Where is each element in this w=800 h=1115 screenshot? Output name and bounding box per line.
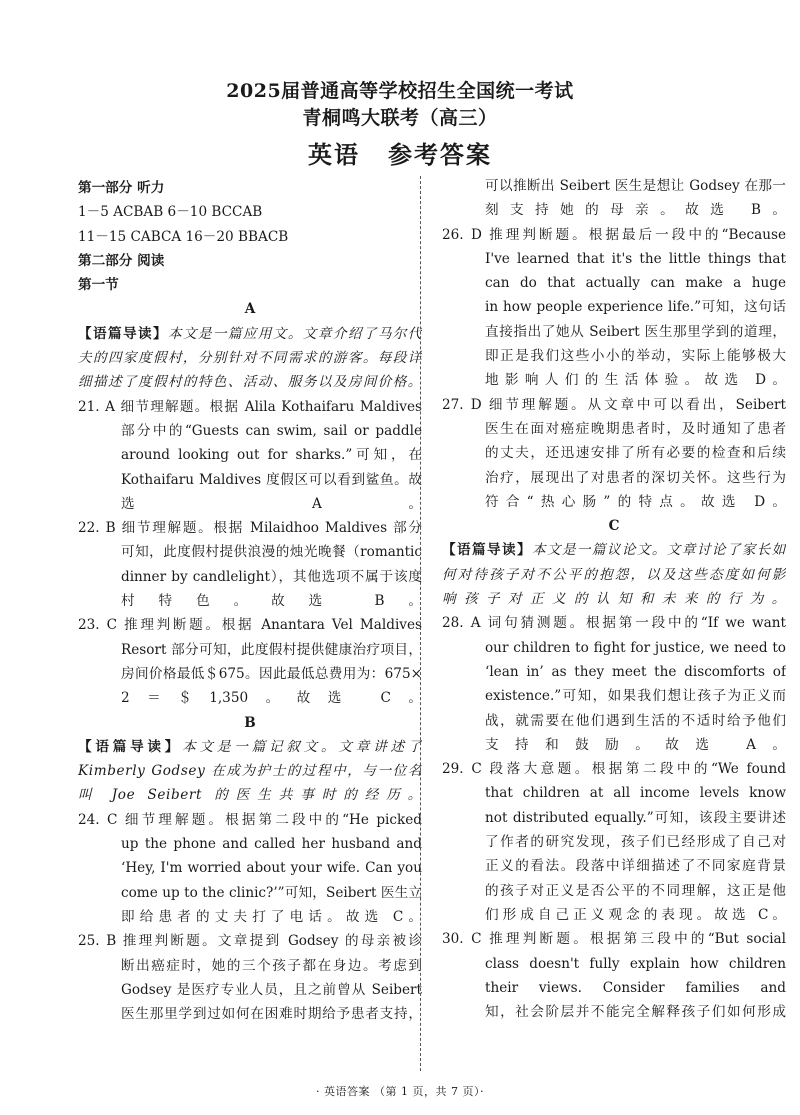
answer-explanation-line: dinner by candlelight），其他选项不属于该度 [121, 568, 422, 585]
passage-intro-line: 细描述了度假村的特色、活动、服务以及房间价格。 [78, 374, 422, 391]
answer-explanation-line: 的孩子对正义是否公平的不同理解，这正是他 [485, 882, 786, 899]
answer-item: 24. C 细节理解题。根据第二段中的“He picked [78, 811, 422, 828]
answer-item: 26. D 推理判断题。根据最后一段中的“Because [442, 226, 786, 243]
answer-item: 28. A 词句猜测题。根据第一段中的“If we want [442, 615, 786, 632]
exam-subtitle: 青桐鸣大联考（高三） [302, 107, 498, 129]
answer-explanation-line: class doesn't fully explain how children [485, 955, 786, 972]
subject-label: 英语 [308, 140, 360, 169]
answer-explanation-line: our children to fight for justice, we need to [485, 639, 786, 656]
answer-explanation-line: 部分中的“Guests can swim, sail or paddle [121, 422, 422, 439]
intro-tag: 【语篇导读】 [78, 325, 168, 342]
passage-intro-line: 响孩子对正义的认知和未来的行为。 [442, 591, 786, 608]
answer-explanation-line: 医生在面对癌症晚期患者时，及时通知了患者 [485, 420, 786, 437]
answer-item: 22. B 细节理解题。根据 Milaidhoo Maldives 部分 [78, 520, 422, 537]
answer-explanation-line: 治疗，展现出了对患者的深切关怀。这些行为 [485, 469, 786, 486]
answer-explanation-line: 即正是我们这些小小的举动，实际上能够极大 [485, 348, 786, 365]
answer-explanation-line: I've learned that it's the little things that [485, 250, 786, 267]
answer-explanation-line: ‘lean in’ as they meet the discomforts of [485, 663, 786, 680]
answer-column-right [442, 174, 786, 1024]
answer-explanation-line: ‘Hey, I'm worried about your wife. Can you [121, 860, 422, 877]
answer-explanation-line: 直接指出了她从 Seibert 医生那里学到的道理， [485, 323, 786, 340]
answer-explanation-line: Resort 部分可知，此度假村提供健康治疗项目， [121, 641, 422, 658]
answer-explanation-line: 即给患者的丈夫打了电话。故选 C。 [121, 908, 422, 925]
answer-explanation-line: 的丈夫，还迅速安排了所有必要的检查和后续 [485, 445, 786, 462]
answer-explanation-line: 知，社会阶层并不能完全解释孩子们如何形成 [485, 1004, 786, 1021]
answer-explanation-line: 可知，此度假村提供浪漫的烛光晚餐（romantic [121, 544, 422, 561]
answer-explanation-line: 可以推断出 Seibert 医生是想让 Godsey 在那一 [485, 178, 786, 194]
answer-explanation-line: come up to the clinic?’”可知，Seibert 医生立 [121, 884, 422, 901]
answer-column-left [78, 176, 422, 1026]
answer-explanation-line: 选 A。 [121, 495, 422, 512]
exam-title: 2025届普通高等学校招生全国统一考试 [226, 80, 574, 102]
passage-intro-line: 【语篇导读】本文是一篇应用文。文章介绍了马尔代 [78, 325, 422, 342]
answer-key-line: 11－15 CABCA 16－20 BBACB [78, 228, 289, 245]
answer-explanation-line: 2＝＄1,350。故选 C。 [121, 690, 422, 707]
answer-key-line: 1－5 ACBAB 6－10 BCCAB [78, 204, 263, 221]
answer-explanation-line: that children at all income levels know [485, 785, 786, 802]
answer-explanation-line: Godsey 是医疗专业人员，且之前曾从 Seibert [121, 981, 422, 998]
answer-explanation-line: up the phone and called her husband and [121, 836, 422, 853]
answer-explanation-line: their views. Consider families and [485, 979, 786, 996]
passage-label: C [608, 518, 620, 535]
answer-explanation-line: 支持和鼓励。故选 A。 [485, 736, 786, 753]
section-heading: 第一部分 听力 [78, 180, 165, 196]
doc-type-label: 参考答案 [388, 140, 492, 169]
answer-explanation-line: around looking out for sharks.”可知，在 [121, 447, 422, 464]
answer-explanation-line: 符合“热心肠”的特点。故选 D。 [485, 493, 786, 510]
answer-explanation-line: 医生那里学到过如何在困难时期给予患者支持， [121, 1006, 422, 1023]
column-divider [420, 176, 421, 1071]
answer-explanation-line: Kothaifaru Maldives 度假区可以看到鲨鱼。故 [121, 471, 422, 488]
passage-label: A [244, 301, 256, 318]
intro-tag: 【语篇导读】 [78, 738, 183, 755]
answer-item: 27. D 细节理解题。从文章中可以看出，Seibert [442, 396, 786, 413]
answer-explanation-line: 正义的看法。段落中详细描述了不同家庭背景 [485, 858, 786, 875]
passage-intro-line: 【语篇导读】本文是一篇议论文。文章讨论了家长如 [442, 542, 786, 559]
section-heading: 第二部分 阅读 [78, 252, 165, 269]
answer-explanation-line: 了作者的研究发现，孩子们已经形成了自己对 [485, 834, 786, 851]
answer-explanation-line: 地影响人们的生活体验。故选 D。 [485, 372, 786, 389]
answer-explanation-line: existence.”可知，如果我们想让孩子为正义而 [485, 688, 786, 705]
answer-item: 21. A 细节理解题。根据 Alila Kothaifaru Maldives [78, 398, 422, 415]
answer-explanation-line: 战，就需要在他们遇到生活的不适时给予他们 [485, 712, 786, 729]
passage-label: B [244, 714, 256, 731]
page-footer: · 英语答案 （第 1 页，共 7 页）· [316, 1085, 484, 1098]
passage-intro-line: 【语篇导读】本文是一篇记叙文。文章讲述了 [78, 738, 422, 755]
answer-item: 25. B 推理判断题。文章提到 Godsey 的母亲被诊 [78, 933, 422, 950]
answer-item: 29. C 段落大意题。根据第二段中的“We found [442, 761, 786, 778]
answer-item: 23. C 推理判断题。根据 Anantara Vel Maldives [78, 617, 422, 634]
answer-explanation-line: in how people experience life.”可知，这句话 [485, 299, 786, 316]
answer-explanation-line: 村特色。故选 B。 [121, 593, 422, 610]
section-heading: 第一节 [78, 277, 119, 294]
intro-tag: 【语篇导读】 [442, 542, 532, 559]
answer-explanation-line: 断出癌症时，她的三个孩子都在身边。考虑到 [121, 957, 422, 974]
answer-explanation-line: 房间价格最低＄675。因此最低总费用为：675× [121, 665, 422, 682]
answer-item: 30. C 推理判断题。根据第三段中的“But social [442, 931, 786, 948]
passage-intro-line: Kimberly Godsey 在成为护士的过程中，与一位名 [78, 763, 422, 780]
passage-intro-line: 夫的四家度假村，分别针对不同需求的游客。每段详 [78, 350, 422, 367]
document-heading [0, 135, 800, 170]
passage-intro-line: 叫 Joe Seibert 的医生共事时的经历。 [78, 787, 422, 804]
answer-explanation-line: not distributed equally.”可知，该段主要讲述 [485, 809, 786, 826]
answer-explanation-line: 刻支持她的母亲。故选 B。 [485, 202, 786, 219]
passage-intro-line: 何对待孩子对不公平的抱怨，以及这些态度如何影 [442, 566, 786, 583]
answer-explanation-line: can do that actually can make a huge [485, 275, 786, 292]
answer-explanation-line: 们形成自己正义观念的表现。故选 C。 [485, 906, 786, 923]
